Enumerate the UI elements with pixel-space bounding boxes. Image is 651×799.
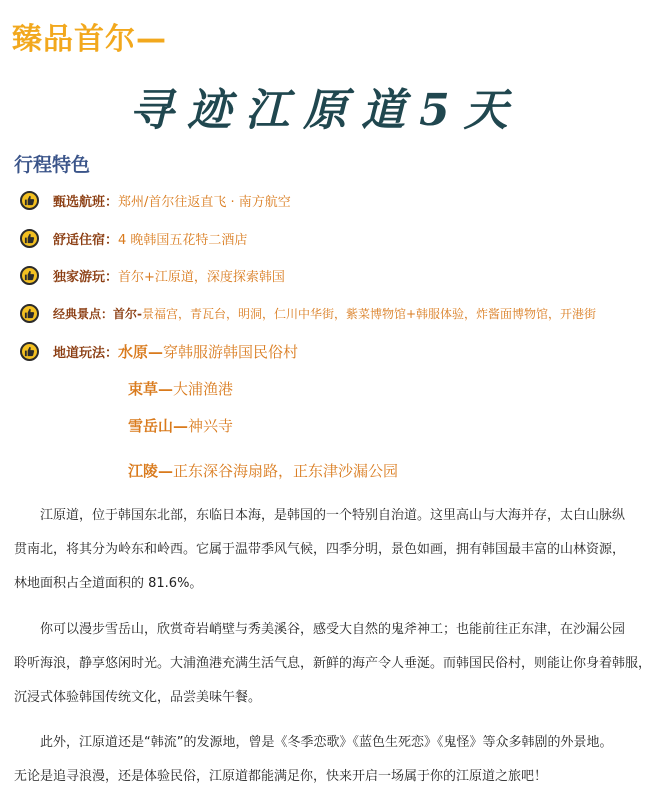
destination-place: 神兴寺 [188,417,234,435]
sub-item-gangneung [128,460,398,481]
feature-flight [20,188,291,212]
paragraph-line: 贯南北，将其分为岭东和岭西。它属于温带季风气候，四季分明，景色如画，拥有韩国最丰富的山林资源， [14,542,626,557]
paragraph-line: 聆听海浪，静享悠闲时光。大浦渔港充满生活气息，新鲜的海产令人垂涎。而韩国民俗村，则能让你身着韩服， [14,656,651,671]
feature-text: 4 晚韩国五花特二酒店 [118,232,248,248]
feature-text: 首尔+江原道，深度探索韩国 [118,269,285,285]
thumbs-up-icon [20,304,39,323]
destination-name: 束草— [128,380,174,398]
destination-name: 水原— [118,342,164,361]
paragraph-line: 江原道，位于韩国东北部，东临日本海，是韩国的一个特别自治道。这里高山与大海并存，太白山脉纵 [40,508,626,523]
feature-label: 甄选航班： [53,194,119,210]
paragraph-line: 林地面积占全道面积的 81.6%。 [14,576,203,591]
paragraph-line: 你可以漫步雪岳山，欣赏奇岩峭壁与秀美溪谷，感受大自然的鬼斧神工；也能前往正东津，在沙漏公园 [40,622,626,637]
thumbs-up-icon [20,229,39,248]
feature-local-play [20,339,298,363]
features-heading: 行程特色 [14,154,91,176]
feature-hotel [20,226,247,250]
thumbs-up-icon [20,342,39,361]
feature-text: 景福宫，青瓦台，明洞，仁川中华街，紫菜博物馆+韩服体验，炸酱面博物馆，开港街 [142,306,597,321]
paragraph-line: 无论是追寻浪漫，还是体验民俗，江原道都能满足你，快来开启一场属于你的江原道之旅吧！ [14,769,548,784]
page-title: 寻迹江原道5天 [129,85,522,136]
thumbs-up-icon [20,266,39,285]
paragraph-line: 此外，江原道还是“韩流”的发源地，曾是《冬季恋歌》《蓝色生死恋》《鬼怪》等众多韩剧的外景地。 [40,735,613,750]
destination-name: 江陵— [128,462,174,480]
closing-paragraph [14,726,642,794]
feature-label: 舒适住宿： [53,232,119,248]
thumbs-up-icon [20,191,39,210]
activities-paragraph [14,613,651,715]
intro-paragraph [14,499,642,601]
feature-label: 独家游玩： [53,269,119,285]
feature-sub-item [118,341,298,362]
brand-title: 臻品首尔— [12,22,167,57]
sub-item-sokcho [128,378,233,399]
destination-place: 穿韩服游韩国民俗村 [163,342,299,361]
feature-sights [20,301,596,325]
destination-place: 大浦渔港 [173,380,234,398]
sub-item-seoraksan [128,415,233,436]
feature-city: 首尔- [113,306,142,321]
paragraph-line: 沉浸式体验韩国传统文化，品尝美味午餐。 [14,690,262,705]
feature-label: 经典景点： [53,306,114,321]
feature-text: 郑州/首尔往返直飞 · 南方航空 [118,194,291,210]
destination-place: 正东深谷海扇路，正东津沙漏公园 [173,462,399,480]
destination-name: 雪岳山— [128,417,189,435]
feature-label: 地道玩法： [53,345,119,361]
feature-exclusive [20,263,285,287]
